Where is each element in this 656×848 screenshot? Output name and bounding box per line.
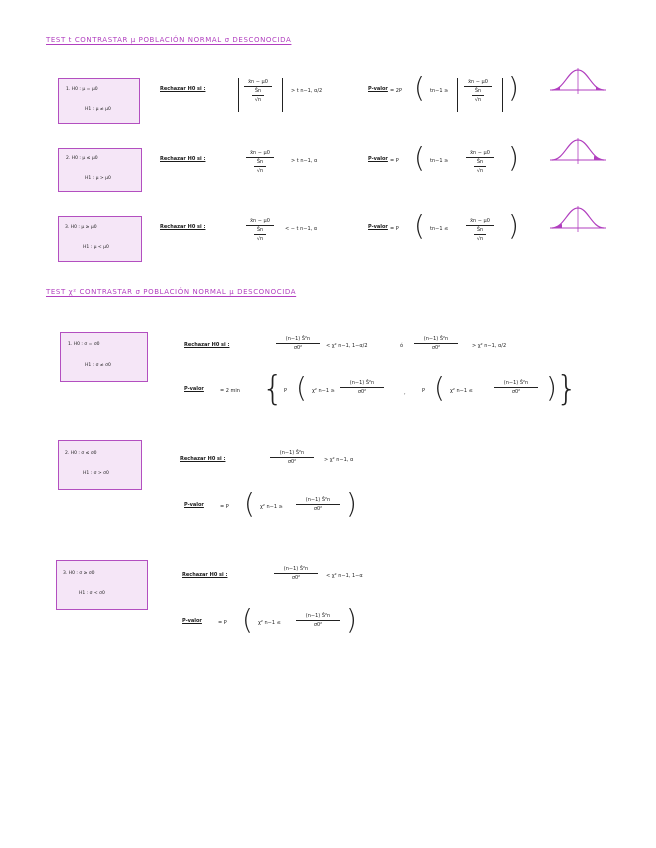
reject-condition: < χ² n−1, 1−α: [326, 573, 363, 579]
hypothesis-box-chi3: [56, 560, 148, 610]
hypothesis-box-chi1: [60, 332, 148, 382]
chi-statistic-fraction: (n−1) Ŝ²n σ0²: [494, 380, 538, 395]
h1-text: H1 : μ ≠ μ0: [85, 107, 111, 112]
pvalue-label: P-valor: [184, 502, 204, 508]
chi-statistic-fraction: (n−1) Ŝ²n σ0²: [274, 566, 318, 581]
abs-bar-right: [502, 78, 503, 112]
pvalue-variable: χ² n−1 ≥: [312, 388, 335, 394]
close-brace: }: [556, 369, 578, 409]
hypothesis-box-t2: [58, 148, 142, 192]
pvalue-prefix: = 2P: [390, 88, 402, 94]
comma: ,: [404, 390, 406, 396]
reject-label: Rechazar H0 si :: [160, 86, 206, 92]
h1-text: H1 : μ > μ0: [85, 176, 111, 181]
hypothesis-box-t3: [58, 216, 142, 262]
abs-bar-left: [457, 78, 458, 112]
reject-condition: < − t n−1, α: [285, 226, 318, 232]
h0-text: 2. H0 : μ ≤ μ0: [66, 156, 98, 161]
h0-text: 1. H0 : σ = σ0: [68, 342, 100, 347]
close-paren: ): [508, 209, 519, 242]
open-paren: (: [414, 209, 425, 242]
reject-condition-upper: > χ² n−1, α/2: [472, 343, 507, 349]
chi-statistic-fraction: (n−1) Ŝ²n σ0²: [296, 613, 340, 628]
pvalue-prefix: = P: [218, 620, 227, 626]
pvalue-variable: χ² n−1 ≤: [258, 620, 281, 626]
abs-bar-right: [282, 78, 283, 112]
prob-p1: P: [284, 388, 288, 394]
heading-chi-test: TEST χ² CONTRASTAR σ POBLACIÓN NORMAL μ DESCONOCIDA: [46, 288, 297, 296]
chi-statistic-fraction: (n−1) Ŝ²n σ0²: [414, 336, 458, 351]
pvalue-prefix: = 2 min: [220, 388, 240, 394]
reject-label: Rechazar H0 si :: [160, 156, 206, 162]
h0-text: 3. H0 : μ ≥ μ0: [65, 225, 97, 230]
pvalue-label: P-valor: [368, 224, 388, 230]
hypothesis-box-chi2: [58, 440, 142, 490]
reject-label: Rechazar H0 si :: [182, 572, 228, 578]
pvalue-label: P-valor: [368, 156, 388, 162]
pvalue-label: P-valor: [368, 86, 388, 92]
h0-text: 3. H0 : σ ≥ σ0: [63, 571, 95, 576]
pvalue-variable: tn−1 ≥: [430, 88, 449, 94]
t-statistic-fraction: x̄n − μ0 Ŝn √n: [244, 79, 272, 103]
left-tailed-distribution-icon: [550, 204, 606, 234]
h1-text: H1 : σ ≠ σ0: [85, 363, 111, 368]
pvalue-prefix: = P: [390, 158, 399, 164]
reject-condition-lower: < χ² n−1, 1−α/2: [326, 343, 368, 349]
reject-label: Rechazar H0 si :: [160, 224, 206, 230]
chi-statistic-fraction: (n−1) Ŝ²n σ0²: [270, 450, 314, 465]
open-paren: (: [414, 71, 425, 104]
reject-label: Rechazar H0 si :: [180, 456, 226, 462]
two-tailed-distribution-icon: [550, 66, 606, 96]
open-brace: {: [262, 369, 284, 409]
close-paren: ): [508, 71, 519, 104]
or-text: ó: [400, 343, 404, 349]
pvalue-label: P-valor: [182, 618, 202, 624]
open-paren: (: [434, 371, 445, 404]
open-paren: (: [244, 487, 255, 520]
reject-label: Rechazar H0 si :: [184, 342, 230, 348]
reject-condition: > χ² n−1, α: [324, 457, 354, 463]
open-paren: (: [296, 371, 307, 404]
pvalue-variable: tn−1 ≤: [430, 226, 449, 232]
hypothesis-box-t1: [58, 78, 140, 124]
pvalue-variable: χ² n−1 ≤: [450, 388, 473, 394]
pvalue-prefix: = P: [220, 504, 229, 510]
reject-condition: > t n−1, α: [291, 158, 318, 164]
t-statistic-fraction: x̄n − μ0 Ŝn √n: [464, 79, 492, 103]
t-statistic-fraction: x̄n − μ0 Ŝn √n: [466, 150, 494, 174]
h0-text: 2. H0 : σ ≤ σ0: [65, 451, 97, 456]
t-statistic-fraction: x̄n − μ0 Ŝn √n: [466, 218, 494, 242]
close-paren: ): [346, 603, 357, 636]
open-paren: (: [242, 603, 253, 636]
chi-statistic-fraction: (n−1) Ŝ²n σ0²: [340, 380, 384, 395]
reject-condition: > t n−1, α/2: [291, 88, 323, 94]
t-statistic-fraction: x̄n − μ0 Ŝn √n: [246, 218, 274, 242]
close-paren: ): [346, 487, 357, 520]
h1-text: H1 : μ < μ0: [83, 245, 109, 250]
chi-statistic-fraction: (n−1) Ŝ²n σ0²: [276, 336, 320, 351]
close-paren: ): [546, 371, 557, 404]
right-tailed-distribution-icon: [550, 136, 606, 166]
pvalue-prefix: = P: [390, 226, 399, 232]
close-paren: ): [508, 141, 519, 174]
h1-text: H1 : σ > σ0: [83, 471, 109, 476]
prob-p2: P: [422, 388, 426, 394]
t-statistic-fraction: x̄n − μ0 Ŝn √n: [246, 150, 274, 174]
chi-statistic-fraction: (n−1) Ŝ²n σ0²: [296, 497, 340, 512]
h1-text: H1 : σ < σ0: [79, 591, 105, 596]
abs-bar-left: [238, 78, 239, 112]
pvalue-variable: χ² n−1 ≥: [260, 504, 283, 510]
pvalue-variable: tn−1 ≥: [430, 158, 449, 164]
pvalue-label: P-valor: [184, 386, 204, 392]
heading-t-test: TEST t CONTRASTAR μ POBLACIÓN NORMAL σ DESCONOCIDA: [46, 36, 292, 44]
h0-text: 1. H0 : μ = μ0: [66, 87, 98, 92]
open-paren: (: [414, 141, 425, 174]
